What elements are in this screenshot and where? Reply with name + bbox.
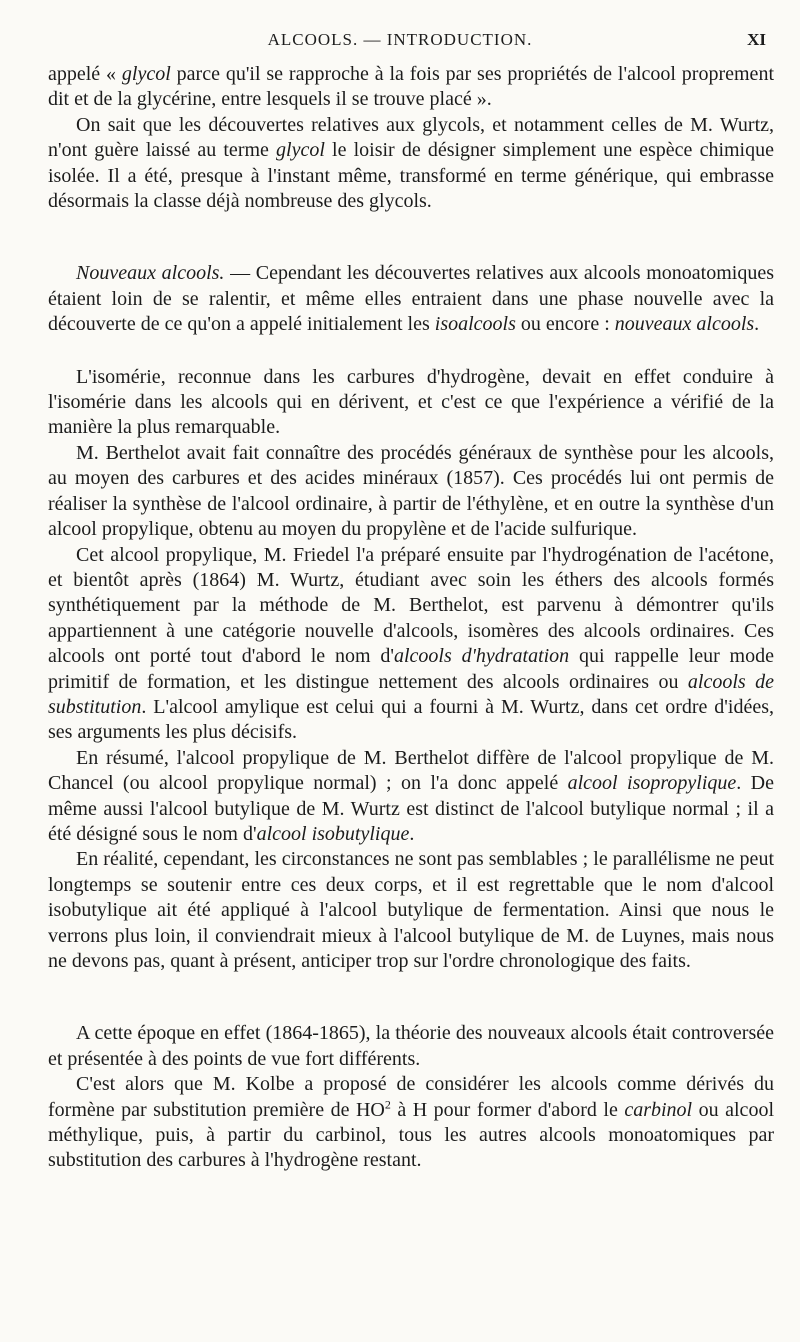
paragraph-9: A cette époque en effet (1864-1865), la théorie des nouveaux alcools était controversée et présentée à des points de vue fort différents. xyxy=(48,1022,774,1070)
text-run: En résumé, l'alcool propylique de M. Berthelot diffère de l'alcool propylique de M. Chancel (ou alcool propylique normal) ; on l'a donc appelé xyxy=(48,746,774,795)
italic-term: carbinol xyxy=(624,1098,693,1121)
paragraph-8: En réalité, cependant, les circonstances ne sont pas semblables ; le parallélisme ne peut longtemps se soutenir entre ces deux corps, et il est regrettable que le nom d'alcool isobutylique ait été appliqué à l'alcool butylique de fermentation. Ainsi que nous le verrons plus loin, il conviendrait mieux à l'alcool butylique de M. de Luynes, mais nous ne devons pas, quant à présent, anticiper trop sur l'ordre chronologique des faits. xyxy=(48,848,774,972)
italic-term: glycol xyxy=(121,63,171,85)
text-run: ou encore : xyxy=(515,313,615,336)
paragraph-7 xyxy=(48,746,774,848)
text-run: à H pour former d'abord le xyxy=(390,1098,625,1121)
text-run: . L'alcool amylique est celui qui a fourni à M. Wurtz, dans cet ordre d'idées, ses arguments les plus décisifs. xyxy=(48,695,774,744)
text-run: . xyxy=(754,313,760,336)
section-heading: Nouveaux alcools. xyxy=(76,262,225,285)
text-run: qui rappelle leur mode primitif de formation, et les distingue nettement des alcools ordinaires ou xyxy=(48,645,774,693)
italic-term: nouveaux alcools xyxy=(614,313,755,336)
text-run: appelé « xyxy=(48,63,122,85)
text-run: parce qu'il se rapproche à la fois par ses propriétés de l'alcool proprement dit et de la glycérine, entre lesquels il se trouve placé ». xyxy=(48,63,774,111)
paragraph-4: L'isomérie, reconnue dans les carbures d'hydrogène, devait en effet conduire à l'isomérie dans les alcools qui en dérivent, et c'est ce que l'expérience a vérifié de la manière la plus remarquable. xyxy=(48,365,774,439)
text-run: C'est alors que M. Kolbe a proposé de considérer les alcools comme dérivés du formène par substitution première de HO xyxy=(48,1073,774,1121)
paragraph-3 xyxy=(48,261,774,337)
page-body xyxy=(48,62,774,1174)
italic-term: isoalcools xyxy=(434,313,516,336)
text-run: ou alcool méthylique, puis, à partir du carbinol, tous les autres alcools monoatomiques par substitution des carbures à l'hydrogène restant. xyxy=(48,1098,774,1172)
italic-term: alcool isopropylique xyxy=(567,772,737,795)
running-header xyxy=(0,30,800,56)
page-number: XI xyxy=(747,30,766,49)
text-run: . De même aussi l'alcool butylique de M. Wurtz est distinct de l'alcool butylique normal ; il a été désigné sous le nom d' xyxy=(48,772,774,845)
paragraph-1 xyxy=(48,62,774,113)
paragraph-10 xyxy=(48,1072,774,1174)
text-run: le loisir de désigner simplement une espèce chimique isolée. Il a été, presque à l'instant même, transformé en terme générique, qui embrasse désormais la classe déjà nombreuse des glycols. xyxy=(48,139,774,213)
paragraph-6 xyxy=(48,543,774,746)
italic-term: alcools d'hydratation xyxy=(393,645,570,668)
paragraph-5: M. Berthelot avait fait connaître des procédés généraux de synthèse pour les alcools, au moyen des carbures et des acides minéraux (1857). Ces procédés lui ont permis de réaliser la synthèse de l'alcool ordinaire, à partir de l'éthylène, et en outre la synthèse d'un alcool propylique, obtenu au moyen du propylène et de l'acide sulfurique. xyxy=(48,441,774,541)
text-run: On sait que les découvertes relatives aux glycols, et notamment celles de M. Wurtz, n'ont guère laissé au terme xyxy=(48,113,774,162)
italic-term: glycol xyxy=(276,139,325,162)
italic-term: alcools de substitution xyxy=(48,670,775,718)
italic-term: alcool isobutylique xyxy=(256,822,410,845)
paragraph-2 xyxy=(48,113,774,215)
superscript: 2 xyxy=(384,1096,391,1111)
text-run: Cet alcool propylique, M. Friedel l'a préparé ensuite par l'hydrogénation de l'acétone, et bientôt après (1864) M. Wurtz, étudiant avec soin les éthers des alcools formés synthétiquement par la méthode de M. Berthelot, est parvenu à démontrer qu'ils appartiennent à une catégorie nouvelle d'alcools, isomères des alcools ordinaires. Ces alcools ont porté tout d'abord le nom d' xyxy=(48,543,774,668)
text-run: . xyxy=(409,822,415,845)
text-run: — Cependant les découvertes relatives aux alcools monoatomiques étaient loin de se ralentir, et même elles entraient dans une phase nouvelle avec la découverte de ce qu'on a appelé initialement les xyxy=(48,262,774,336)
running-title: ALCOOLS. — INTRODUCTION. xyxy=(267,30,533,49)
